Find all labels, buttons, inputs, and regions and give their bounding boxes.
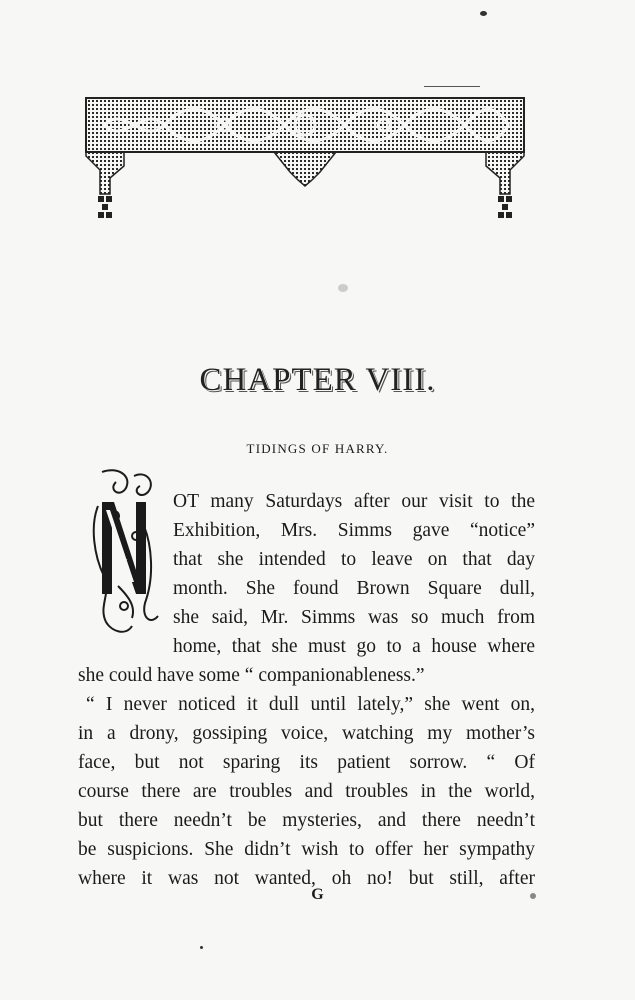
body-line-4: month. She found Brown Square dull,: [173, 578, 535, 599]
body-line-3: that she intended to leave on that day: [173, 549, 535, 570]
chapter-subtitle: TIDINGS OF HARRY.: [246, 441, 389, 456]
body-line-11: course there are troubles and troubles in the world,: [78, 781, 535, 802]
body-line-10: face, but not sparing its patient sorrow. “ Of: [78, 752, 535, 773]
chapter-heading: CHAPTER VIII.: [199, 362, 436, 398]
ink-speck: [530, 893, 536, 899]
body-line-14: where it was not wanted, oh no! but still, after: [78, 868, 535, 889]
body-line-8: “ I never noticed it dull until lately,” she went on,: [86, 694, 535, 715]
body-line-1: OT many Saturdays after our visit to the: [173, 491, 535, 512]
ink-speck: [480, 11, 487, 16]
body-line-7: she could have some “ companionableness.”: [78, 665, 425, 686]
scratch-mark: [424, 86, 480, 87]
drop-cap-letter: N: [120, 558, 128, 569]
body-line-12: but there needn’t be mysteries, and there needn’t: [78, 810, 535, 831]
body-line-5: she said, Mr. Simms was so much from: [173, 607, 535, 628]
body-line-9: in a drony, gossiping voice, watching my mother’s: [78, 723, 535, 744]
ink-speck: [338, 284, 348, 292]
lattice-headpiece-ornament: [84, 96, 526, 226]
body-line-2: Exhibition, Mrs. Simms gave “notice”: [173, 520, 535, 541]
signature-mark: G: [311, 886, 324, 903]
body-line-6: home, that she must go to a house where: [173, 636, 535, 657]
body-line-13: be suspicions. She didn’t wish to offer her sympathy: [78, 839, 535, 860]
drop-cap-n-ornament: [88, 466, 160, 638]
ink-speck: [200, 946, 203, 949]
